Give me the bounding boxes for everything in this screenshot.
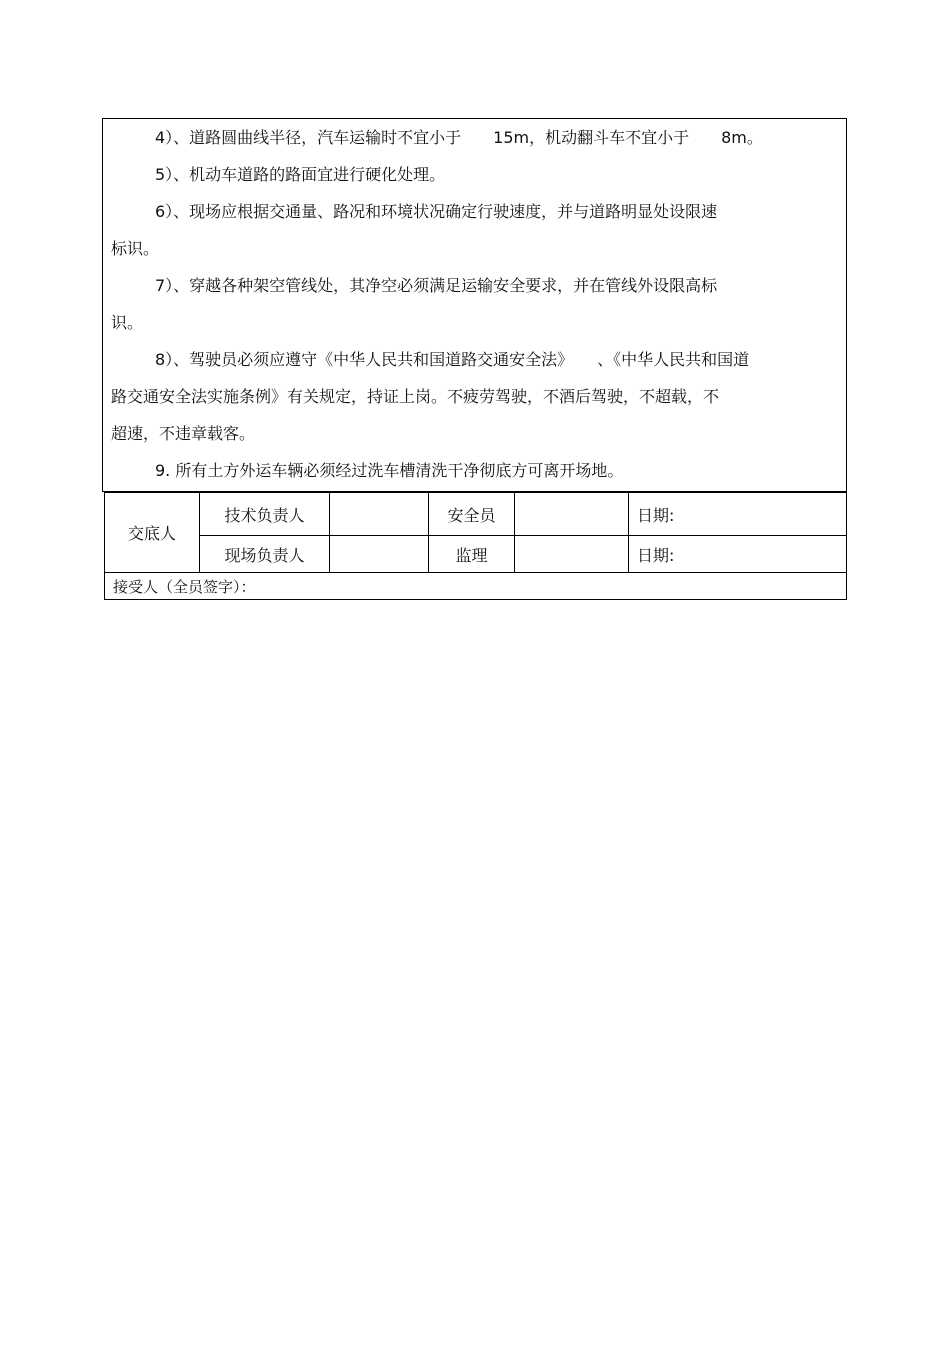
receiver-row <box>105 573 847 600</box>
receiver-signature-field[interactable]: 接受人（全员签字）： <box>105 573 847 600</box>
paragraph-7-line-1: 7）、穿越各种架空管线处，其净空必须满足运输安全要求，并在管线外设限高标 <box>155 276 718 295</box>
paragraph-7-line-2: 识。 <box>111 313 144 332</box>
date-field-2[interactable]: 日期: <box>629 536 847 573</box>
paragraph-5: 5）、机动车道路的路面宜进行硬化处理。 <box>155 165 446 184</box>
tech-lead-label-cell: 技术负责人 <box>200 493 330 536</box>
disclosure-content-box <box>102 118 847 492</box>
paragraph-8-line-2: 路交通安全法实施条例》有关规定，持证上岗。不疲劳驾驶，不酒后驾驶，不超载，不 <box>111 387 720 406</box>
signature-table <box>104 492 847 600</box>
paragraph-6-line-2: 标识。 <box>111 239 160 258</box>
signature-row-1 <box>105 493 847 536</box>
paragraph-8-line-1: 8）、驾驶员必须应遵守《中华人民共和国道路交通安全法》 、《中华人民共和国道 <box>155 350 750 369</box>
safety-officer-signature-field[interactable] <box>515 493 629 536</box>
safety-officer-label-cell: 安全员 <box>429 493 515 536</box>
site-lead-signature-field[interactable] <box>330 536 429 573</box>
paragraph-9: 9. 所有土方外运车辆必须经过洗车槽清洗干净彻底方可离开场地。 <box>155 461 624 480</box>
paragraph-4: 4）、道路圆曲线半径，汽车运输时不宜小于 15m，机动翻斗车不宜小于 8m。 <box>155 128 763 147</box>
paragraph-6-line-1: 6）、现场应根据交通量、路况和环境状况确定行驶速度，并与道路明显处设限速 <box>155 202 718 221</box>
date-field-1[interactable]: 日期: <box>629 493 847 536</box>
supervisor-label-cell: 监理 <box>429 536 515 573</box>
site-lead-label-cell: 现场负责人 <box>200 536 330 573</box>
jiaodi-label-cell: 交底人 <box>105 493 200 573</box>
signature-row-2 <box>105 536 847 573</box>
tech-lead-signature-field[interactable] <box>330 493 429 536</box>
supervisor-signature-field[interactable] <box>515 536 629 573</box>
paragraph-8-line-3: 超速，不违章载客。 <box>111 424 256 443</box>
